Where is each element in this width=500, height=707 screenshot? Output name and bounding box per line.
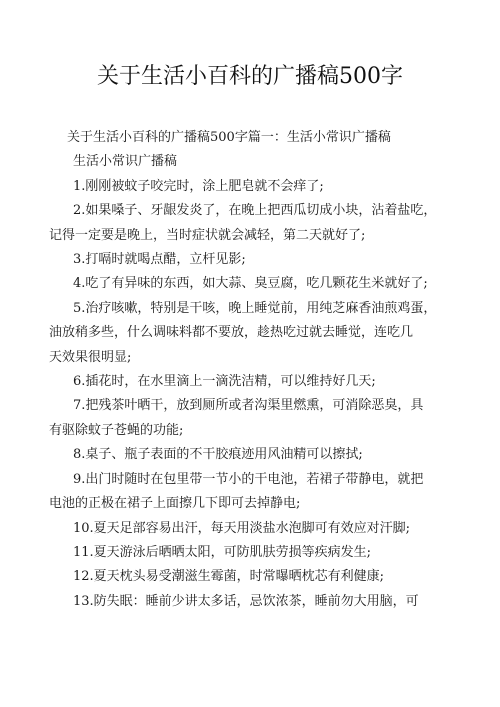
list-item-line: 7.把残茶叶晒干，放到厕所或者沟渠里燃熏，可消除恶臭，具: [73, 398, 424, 414]
list-item-line: 10.夏天足部容易出汗，每天用淡盐水泡脚可有效应对汗脚;: [73, 520, 411, 536]
list-item-line: 5.治疗咳嗽，特别是干咳，晚上睡觉前，用纯芝麻香油煎鸡蛋，: [73, 300, 437, 316]
list-item-line: 1.刚刚被蚊子咬完时，涂上肥皂就不会痒了;: [73, 178, 324, 194]
list-item-line: 11.夏天游泳后晒晒太阳，可防肌肤劳损等疾病发生;: [73, 544, 372, 560]
list-item: [49, 590, 459, 614]
section-title: 生活小常识广播稿: [73, 154, 178, 170]
list-item-line: 记得一定要是晚上，当时症状就会减轻，第二天就好了;: [49, 227, 366, 243]
list-item-line: 12.夏天枕头易受潮滋生霉菌，时常曝晒枕芯有利健康;: [73, 569, 385, 585]
list-item-line: 13.防失眠：睡前少讲太多话，忌饮浓茶，睡前勿大用脑，可: [73, 593, 419, 609]
list-item-line: 天效果很明显;: [49, 349, 132, 365]
list-item: [49, 297, 459, 370]
list-item-line: 2.如果嗓子、牙龈发炎了，在晚上把西瓜切成小块，沾着盐吃，: [73, 203, 437, 219]
list-item: [49, 248, 459, 272]
list-item-line: 9.出门时随时在包里带一节小的干电池，若裙子带静电，就把: [73, 471, 424, 487]
list-item-line: 4.吃了有异味的东西，如大蒜、臭豆腐，吃几颗花生米就好了;: [73, 276, 428, 292]
list-item: [49, 517, 459, 541]
list-item: [49, 443, 459, 467]
list-item: [49, 175, 459, 199]
list-item-line: 3.打嗝时就喝点醋，立杆见影;: [73, 252, 246, 268]
list-item: [49, 199, 459, 248]
list-item: [49, 272, 459, 296]
list-item: [49, 394, 459, 443]
list-item: [49, 565, 459, 589]
list-item: [49, 541, 459, 565]
list-item-line: 8.桌子、瓶子表面的不干胶痕迹用风油精可以擦拭;: [73, 447, 363, 463]
list-item-line: 电池的正极在裙子上面擦几下即可去掉静电;: [49, 496, 301, 512]
list-item: [49, 370, 459, 394]
document-title: 关于生活小百科的广播稿500字: [97, 64, 403, 89]
document-subheading: 关于生活小百科的广播稿500字篇一：生活小常识广播稿: [67, 130, 391, 145]
list-item-line: 有驱除蚊子苍蝇的功能;: [49, 422, 184, 438]
list-item-line: 6.插花时，在水里滴上一滴洗洁精，可以维持好几天;: [73, 374, 376, 390]
list-item: [49, 468, 459, 517]
document-body: [49, 126, 459, 614]
list-item-line: 油放稍多些，什么调味料都不要放，趁热吃过就去睡觉，连吃几: [49, 325, 414, 341]
